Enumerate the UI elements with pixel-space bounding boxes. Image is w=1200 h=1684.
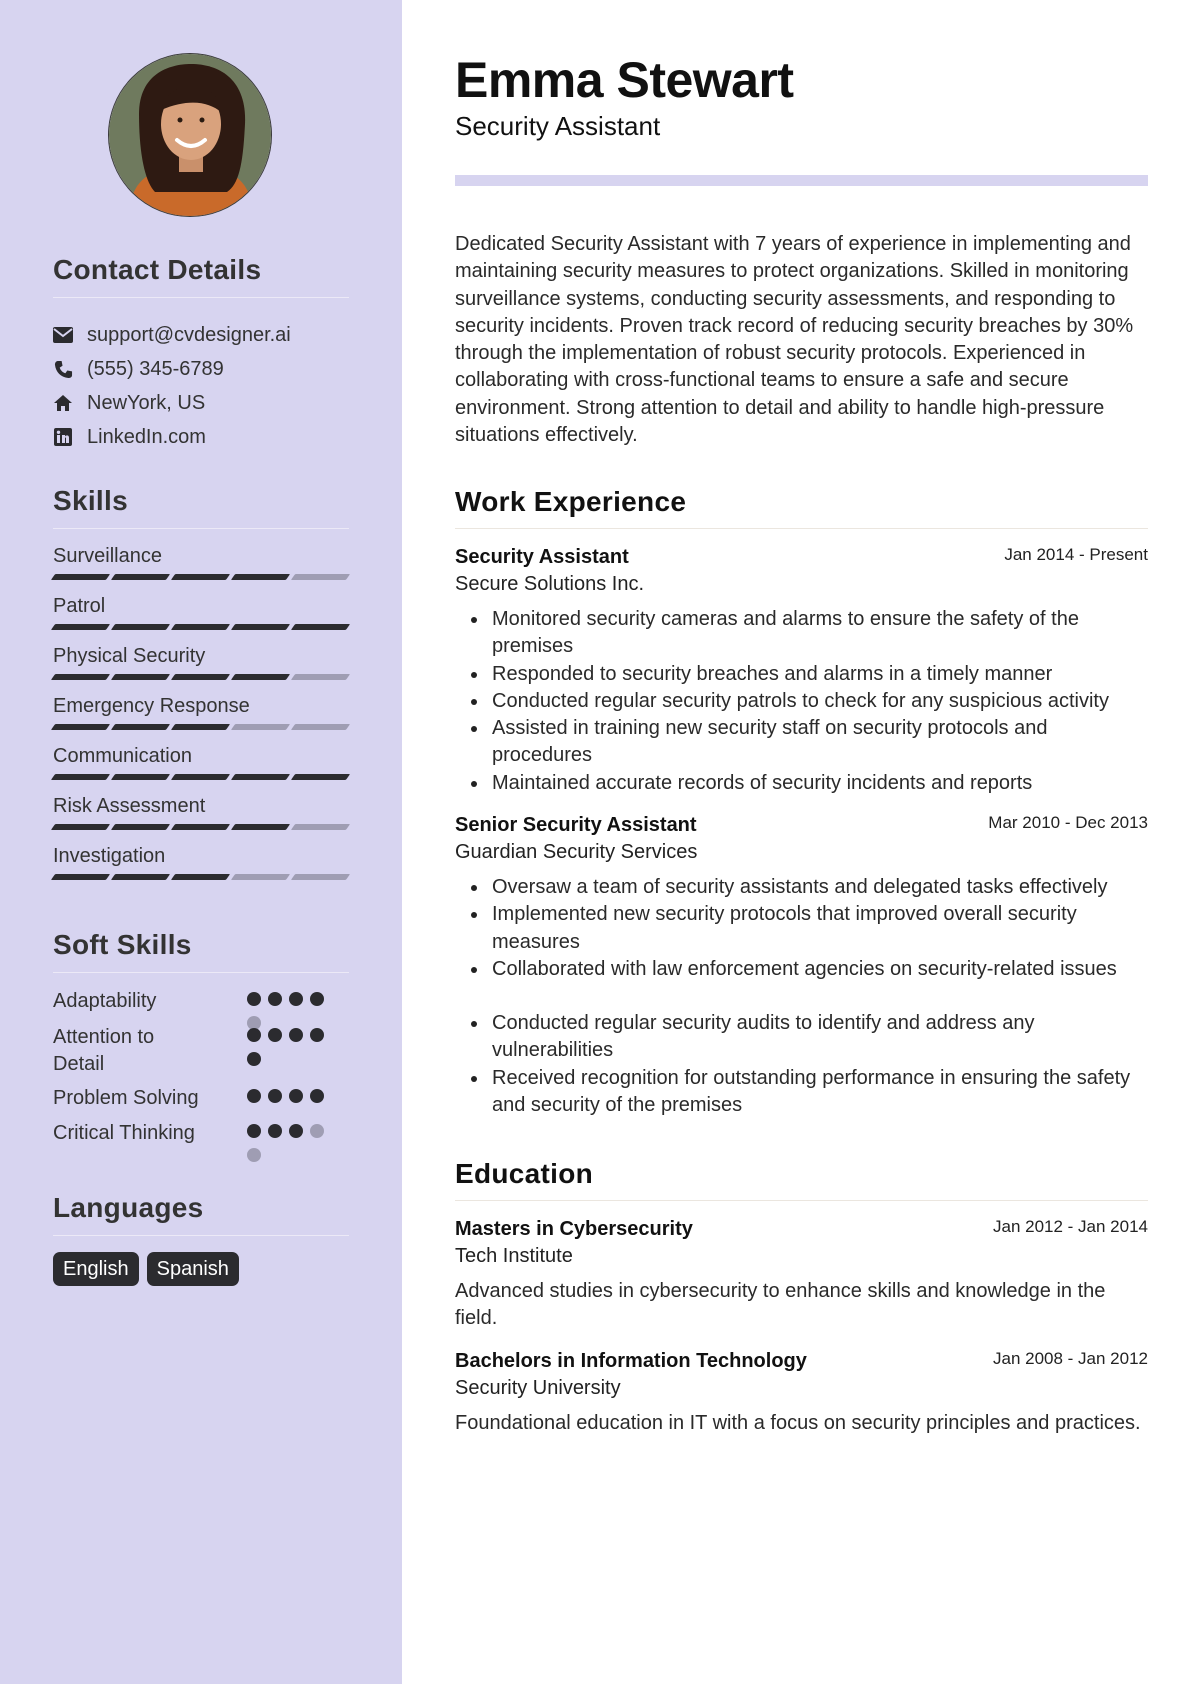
rating-dot xyxy=(268,1089,282,1103)
skill-level-segment xyxy=(231,824,290,830)
rating-dot xyxy=(247,1148,261,1162)
skill-level-segment xyxy=(171,774,230,780)
rating-dot xyxy=(289,1089,303,1103)
contact-location-text: NewYork, US xyxy=(87,391,206,414)
job-bullet: Conducted regular security patrols to check for any suspicious activity xyxy=(492,688,1148,715)
rating-dot xyxy=(247,1052,261,1066)
soft-skill-name: Adaptability xyxy=(53,990,157,1012)
skill-row xyxy=(53,843,349,893)
skill-level-segment xyxy=(111,874,170,880)
skill-level-segment xyxy=(171,824,230,830)
skill-level-segment xyxy=(111,824,170,830)
job-company: Guardian Security Services xyxy=(455,841,698,863)
skill-level-segment xyxy=(111,724,170,730)
skill-level-bar xyxy=(53,624,349,630)
job-company: Secure Solutions Inc. xyxy=(455,573,644,595)
skill-level-segment xyxy=(51,574,110,580)
job-bullet: Assisted in training new security staff on security protocols and procedures xyxy=(492,715,1148,770)
skill-level-segment xyxy=(291,824,350,830)
education-dates: Jan 2012 - Jan 2014 xyxy=(992,1217,1148,1236)
skill-row xyxy=(53,643,349,693)
work-heading: Work Experience xyxy=(455,486,687,517)
contact-email-text: support@cvdesigner.ai xyxy=(87,323,291,346)
skill-row xyxy=(53,793,349,843)
job-title: Security Assistant xyxy=(455,546,629,568)
skill-level-segment xyxy=(171,624,230,630)
rating-dot xyxy=(310,1028,324,1042)
job-bullets xyxy=(455,606,1148,797)
job-header xyxy=(455,812,1148,839)
education-description: Advanced studies in cybersecurity to enhance skills and knowledge in the field. xyxy=(455,1280,1106,1330)
skills-list xyxy=(53,543,349,893)
language-list xyxy=(53,1252,349,1286)
skill-level-segment xyxy=(111,674,170,680)
rating-dot xyxy=(310,992,324,1006)
degree-title: Masters in Cybersecurity xyxy=(455,1218,693,1240)
skill-level-segment xyxy=(231,724,290,730)
rating-dot xyxy=(289,992,303,1006)
skill-level-segment xyxy=(111,624,170,630)
skill-row xyxy=(53,743,349,793)
job-entry xyxy=(455,544,1148,797)
school-name: Security University xyxy=(455,1377,621,1399)
skill-level-bar xyxy=(53,824,349,830)
contact-phone[interactable] xyxy=(53,352,353,386)
skill-name: Risk Assessment xyxy=(53,795,206,817)
candidate-name: Emma Stewart xyxy=(455,52,794,108)
soft-skills-heading: Soft Skills xyxy=(53,929,192,960)
job-title: Senior Security Assistant xyxy=(455,814,697,836)
soft-skill-row xyxy=(53,1085,243,1112)
education-header xyxy=(455,1348,1148,1375)
skill-name: Surveillance xyxy=(53,545,162,567)
main-content xyxy=(455,0,1148,1684)
skill-row xyxy=(53,693,349,743)
skill-name: Communication xyxy=(53,745,192,767)
candidate-title: Security Assistant xyxy=(455,111,661,141)
job-bullet: Received recognition for outstanding performance in ensuring the safety and security of the premises xyxy=(492,1065,1148,1120)
skill-level-bar xyxy=(53,574,349,580)
profile-photo xyxy=(108,53,272,217)
rating-dot xyxy=(289,1124,303,1138)
linkedin-icon xyxy=(53,427,73,447)
skill-row xyxy=(53,593,349,643)
rating-dot xyxy=(289,1028,303,1042)
language-pill-english: English xyxy=(53,1252,139,1286)
skill-level-segment xyxy=(51,774,110,780)
education-header xyxy=(455,1216,1148,1243)
rating-dot xyxy=(247,1089,261,1103)
soft-skills-section xyxy=(53,928,349,1168)
job-entry xyxy=(455,812,1148,1119)
school-name: Tech Institute xyxy=(455,1245,573,1267)
contact-list xyxy=(53,318,353,454)
job-dates: Jan 2014 - Present xyxy=(1004,545,1148,564)
skill-level-segment xyxy=(51,874,110,880)
skill-level-segment xyxy=(231,624,290,630)
skill-level-segment xyxy=(171,874,230,880)
skill-level-bar xyxy=(53,874,349,880)
contact-location xyxy=(53,386,353,420)
soft-skill-name: Critical Thinking xyxy=(53,1122,195,1144)
job-bullet: Maintained accurate records of security incidents and reports xyxy=(492,770,1148,797)
skill-level-segment xyxy=(291,724,350,730)
rating-dot xyxy=(247,992,261,1006)
divider xyxy=(53,297,349,298)
education-description: Foundational education in IT with a focus on security principles and practices. xyxy=(455,1412,1141,1434)
rating-dot xyxy=(247,1028,261,1042)
skill-level-segment xyxy=(231,774,290,780)
soft-skills-list xyxy=(53,988,349,1168)
soft-skill-dots xyxy=(247,1124,337,1172)
skills-heading: Skills xyxy=(53,485,128,516)
skill-row xyxy=(53,543,349,593)
soft-skill-row xyxy=(53,988,243,1015)
accent-bar xyxy=(455,175,1148,186)
skill-level-segment xyxy=(231,574,290,580)
skill-level-segment xyxy=(111,574,170,580)
skill-name: Patrol xyxy=(53,595,106,617)
education-dates: Jan 2008 - Jan 2012 xyxy=(992,1349,1148,1368)
skill-level-segment xyxy=(291,874,350,880)
divider xyxy=(455,1200,1148,1201)
job-bullet: Responded to security breaches and alarms in a timely manner xyxy=(492,661,1148,688)
skill-level-segment xyxy=(51,674,110,680)
job-bullet: Collaborated with law enforcement agencies on security-related issues xyxy=(492,956,1148,983)
soft-skill-dots xyxy=(247,1028,337,1076)
rating-dot xyxy=(268,992,282,1006)
soft-skill-name: Problem Solving xyxy=(53,1087,199,1109)
rating-dot xyxy=(268,1124,282,1138)
soft-skill-dots xyxy=(247,1089,337,1113)
divider xyxy=(53,528,349,529)
skill-level-segment xyxy=(51,824,110,830)
rating-dot xyxy=(268,1028,282,1042)
skill-level-segment xyxy=(231,674,290,680)
home-icon xyxy=(53,393,73,413)
language-pill-spanish: Spanish xyxy=(147,1252,239,1286)
rating-dot xyxy=(310,1089,324,1103)
skill-level-segment xyxy=(171,574,230,580)
soft-skill-name: Attention to Detail xyxy=(53,1026,155,1075)
skill-level-segment xyxy=(291,674,350,680)
skill-level-segment xyxy=(171,724,230,730)
contact-linkedin-text: LinkedIn.com xyxy=(87,425,206,448)
languages-section xyxy=(53,1191,349,1286)
job-dates: Mar 2010 - Dec 2013 xyxy=(988,813,1148,832)
envelope-icon xyxy=(53,325,73,345)
rating-dot xyxy=(310,1124,324,1138)
soft-skill-row xyxy=(53,1024,173,1078)
skill-name: Physical Security xyxy=(53,645,206,667)
sidebar xyxy=(0,0,402,1684)
contact-heading: Contact Details xyxy=(53,254,262,285)
languages-heading: Languages xyxy=(53,1192,204,1223)
summary-text: Dedicated Security Assistant with 7 years of experience in implementing and maintaining security measures to protect organizations. Skilled in monitoring surveillance systems, conducting security assessments, and responding to security incidents. Proven track record of reducing security breaches by 30% through the implementation of robust security protocols. Experienced in collaborating with cross-functional teams to ensure a safe and secure environment. Strong attention to detail and ability to handle high-pressure situations effectively. xyxy=(455,233,1134,447)
contact-email[interactable] xyxy=(53,318,353,352)
skill-level-segment xyxy=(111,774,170,780)
job-bullet: Implemented new security protocols that improved overall security measures xyxy=(492,901,1148,956)
contact-phone-text: (555) 345-6789 xyxy=(87,357,224,380)
job-header xyxy=(455,544,1148,571)
divider xyxy=(53,972,349,973)
skill-level-segment xyxy=(51,724,110,730)
skill-level-bar xyxy=(53,774,349,780)
skills-section xyxy=(53,484,349,893)
contact-section xyxy=(53,253,349,298)
soft-skill-row xyxy=(53,1120,243,1147)
contact-linkedin[interactable] xyxy=(53,420,353,454)
phone-icon xyxy=(53,359,73,379)
skill-name: Investigation xyxy=(53,845,166,867)
skill-name: Emergency Response xyxy=(53,695,250,717)
rating-dot xyxy=(247,1124,261,1138)
skill-level-bar xyxy=(53,674,349,680)
education-heading: Education xyxy=(455,1158,594,1189)
degree-title: Bachelors in Information Technology xyxy=(455,1350,807,1372)
skill-level-segment xyxy=(171,674,230,680)
skill-level-bar xyxy=(53,724,349,730)
education-entry xyxy=(455,1216,1148,1333)
job-bullet: Conducted regular security audits to identify and address any vulnerabilities xyxy=(492,1010,1148,1065)
education-entry xyxy=(455,1348,1148,1437)
job-bullets xyxy=(455,874,1148,1119)
job-bullet: Monitored security cameras and alarms to ensure the safety of the premises xyxy=(492,606,1148,661)
skill-level-segment xyxy=(51,624,110,630)
divider xyxy=(53,1235,349,1236)
job-bullet: Oversaw a team of security assistants and delegated tasks effectively xyxy=(492,874,1148,901)
skill-level-segment xyxy=(291,774,350,780)
skill-level-segment xyxy=(291,624,350,630)
skill-level-segment xyxy=(291,574,350,580)
divider xyxy=(455,528,1148,529)
skill-level-segment xyxy=(231,874,290,880)
portrait-photo xyxy=(109,54,272,217)
